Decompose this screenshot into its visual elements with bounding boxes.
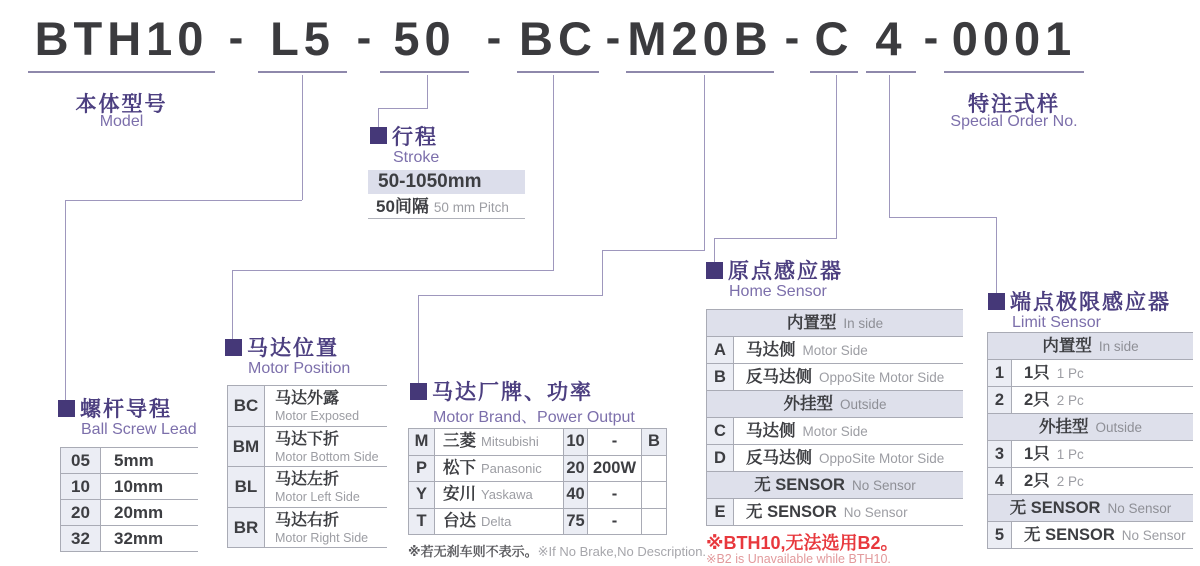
section-bullet-stroke [370, 127, 387, 144]
watt-code: 40 [564, 482, 588, 508]
sensor-desc-zh: 无 SENSOR [1024, 526, 1115, 544]
table-row [60, 526, 198, 552]
group-header-en: No Sensor [1107, 501, 1172, 516]
sensor-desc-en: Motor Side [802, 424, 868, 439]
sensor-code: 2 [988, 387, 1012, 413]
lead-value: 20mm [114, 503, 164, 522]
sensor-desc-en: OppoSite Motor Side [819, 370, 945, 385]
section-bullet-ball-screw-lead [58, 400, 75, 417]
connector-motor-brand [704, 75, 705, 250]
home-sensor-title-zh: 原点感应器 [728, 260, 843, 283]
ball-screw-lead-title-zh: 螺杆导程 [80, 398, 172, 421]
brake-code [642, 509, 667, 535]
group-header-no-sensor [988, 495, 1193, 522]
connector-home-sensor [714, 238, 837, 239]
group-header-zh: 内置型 [786, 314, 837, 332]
brake-code [642, 456, 667, 482]
group-header-en: No Sensor [851, 478, 916, 493]
table-row [60, 448, 198, 474]
sensor-desc-zh: 反马达侧 [746, 368, 812, 386]
brake-code: B [642, 429, 667, 455]
sensor-desc-en: Motor Side [802, 343, 868, 358]
motor-brand-note-zh: ※若无刹车则不表示。 [408, 544, 538, 559]
model-label-zh: 本体型号 [75, 93, 168, 116]
brake-code [642, 482, 667, 508]
section-bullet-home-sensor [706, 262, 723, 279]
section-bullet-limit-sensor [988, 293, 1005, 310]
sensor-desc-zh: 无 SENSOR [746, 503, 837, 521]
sensor-desc-en: 1 Pc [1056, 366, 1084, 381]
segment-model: BTH10 [28, 9, 215, 73]
table-row [409, 509, 667, 536]
watt-value: - [588, 509, 642, 535]
sensor-desc-en: 2 Pc [1056, 393, 1084, 408]
sensor-desc-en: 2 Pc [1056, 474, 1084, 489]
connector-motor-brand [418, 295, 419, 383]
home-sensor-note-red: ※BTH10,无法选用B2。 [706, 533, 899, 553]
table-row [227, 508, 387, 549]
sensor-desc-en: 1 Pc [1056, 447, 1084, 462]
group-header-zh: 内置型 [1042, 337, 1092, 355]
dash-separator: - [486, 13, 502, 62]
sensor-code: 3 [988, 441, 1012, 467]
lead-code: 05 [60, 448, 101, 473]
home-sensor-note-sub: ※B2 is Unavailable while BTH10. [706, 552, 891, 566]
sensor-desc [734, 445, 963, 471]
table-row [409, 429, 667, 456]
table-row [227, 427, 387, 468]
motor-brand-note-en: ※If No Brake,No Description. [537, 544, 707, 559]
table-row [409, 456, 667, 483]
position-code: BC [227, 386, 265, 426]
sensor-desc-en: No Sensor [1121, 528, 1186, 543]
table-row [988, 468, 1193, 495]
watt-code: 75 [564, 509, 588, 535]
sensor-code: D [707, 445, 734, 471]
connector-motor-brand [602, 250, 603, 295]
sensor-desc [734, 499, 963, 525]
sensor-code: 1 [988, 360, 1012, 386]
group-header-zh: 无 SENSOR [1009, 499, 1101, 517]
position-desc-en: Motor Bottom Side [275, 449, 379, 464]
home-sensor-title-en: Home Sensor [729, 283, 827, 300]
group-header-inside [707, 310, 963, 337]
sensor-desc-zh: 反马达侧 [746, 449, 812, 467]
home-sensor-table [706, 309, 963, 526]
brand-name-en: Yaskawa [481, 487, 533, 502]
sensor-desc [1012, 468, 1193, 494]
motor-brand-note [408, 541, 706, 561]
connector-motor-position [553, 75, 554, 270]
watt-code: 10 [564, 429, 588, 455]
position-code: BR [227, 508, 265, 548]
ball-screw-lead-table [60, 447, 198, 552]
connector-lead [302, 75, 303, 200]
position-desc-en: Motor Right Side [275, 530, 369, 545]
sensor-desc-zh: 1只 [1024, 445, 1050, 463]
group-header-inside [988, 333, 1193, 360]
position-desc-zh: 马达右折 [275, 511, 340, 529]
section-bullet-motor-brand [410, 383, 427, 400]
brand-name-zh: 三菱 [443, 432, 476, 450]
table-row [707, 337, 963, 364]
segment-motor-brand: M20B [626, 9, 774, 73]
connector-limit-sensor [889, 75, 890, 217]
dash-separator: - [605, 13, 621, 62]
table-row [707, 418, 963, 445]
brand-name [435, 456, 564, 482]
lead-value: 32mm [114, 529, 164, 548]
dash-separator: - [923, 13, 939, 62]
position-desc [265, 508, 387, 548]
table-row [60, 474, 198, 500]
segment-lead: L5 [258, 9, 347, 73]
group-header-outside [707, 391, 963, 418]
stroke-pitch-row [368, 194, 525, 219]
lead-value: 5mm [114, 451, 154, 470]
sensor-desc [1012, 441, 1193, 467]
group-header-en: Outside [839, 397, 887, 412]
sensor-desc [734, 364, 963, 390]
connector-stroke [378, 108, 379, 127]
connector-limit-sensor [889, 217, 997, 218]
group-header-en: In side [843, 316, 884, 331]
table-row [988, 522, 1193, 549]
motor-position-title-zh: 马达位置 [247, 337, 339, 360]
group-header-no-sensor [707, 472, 963, 499]
limit-sensor-title-en: Limit Sensor [1012, 314, 1101, 331]
sensor-code: 4 [988, 468, 1012, 494]
brand-name-en: Mitsubishi [481, 434, 539, 449]
table-row [707, 499, 963, 526]
motor-brand-title-zh: 马达厂牌、功率 [432, 381, 593, 404]
connector-motor-brand [418, 295, 603, 296]
motor-brand-table [408, 428, 667, 535]
dash-separator: - [784, 13, 800, 62]
position-desc-zh: 马达下折 [275, 430, 340, 448]
table-row [707, 364, 963, 391]
position-desc-en: Motor Exposed [275, 409, 360, 423]
sensor-code: C [707, 418, 734, 444]
position-desc [265, 467, 387, 507]
brand-name-zh: 松下 [443, 458, 476, 477]
connector-home-sensor [836, 75, 837, 238]
connector-limit-sensor [996, 217, 997, 293]
position-desc-en: Motor Left Side [275, 490, 360, 504]
stroke-title-en: Stroke [393, 149, 440, 166]
brand-name-zh: 台达 [443, 511, 476, 530]
brand-name [435, 482, 564, 508]
connector-lead [65, 200, 302, 201]
brand-name [435, 429, 564, 455]
sensor-desc [1012, 522, 1193, 548]
brand-code: M [409, 429, 435, 455]
table-row [227, 386, 387, 427]
position-code: BM [227, 427, 265, 467]
position-desc [265, 427, 387, 467]
segment-home-sensor: C [810, 9, 858, 73]
sensor-code: 5 [988, 522, 1012, 548]
lead-value: 10mm [114, 477, 164, 496]
table-row [409, 482, 667, 509]
segment-limit-sensor: 4 [866, 9, 916, 73]
watt-value: - [588, 482, 642, 508]
segment-stroke: 50 [380, 9, 469, 73]
sensor-desc [734, 418, 963, 444]
connector-home-sensor [714, 238, 715, 262]
group-header-zh: 外挂型 [783, 395, 833, 413]
connector-motor-position [232, 270, 554, 271]
table-row [988, 441, 1193, 468]
group-header-zh: 外挂型 [1038, 418, 1089, 436]
watt-value: - [588, 429, 642, 455]
position-desc-zh: 马达外露 [275, 390, 340, 407]
stroke-title-zh: 行程 [392, 126, 438, 149]
dash-separator: - [356, 13, 372, 62]
brand-code: P [409, 456, 435, 482]
brand-code: Y [409, 482, 435, 508]
stroke-range-value: 50-1050mm [368, 170, 525, 194]
table-row [988, 387, 1193, 414]
segment-special-order: 0001 [944, 9, 1084, 73]
connector-stroke [427, 75, 428, 108]
table-row [60, 500, 198, 526]
connector-stroke [378, 108, 428, 109]
connector-lead [65, 200, 66, 400]
group-header-zh: 无 SENSOR [754, 476, 845, 494]
watt-code: 20 [564, 456, 588, 482]
sensor-code: E [707, 499, 734, 525]
motor-position-title-en: Motor Position [248, 360, 351, 377]
sensor-desc [1012, 387, 1193, 413]
sensor-desc-zh: 马达侧 [746, 422, 796, 440]
position-code: BL [227, 467, 265, 507]
sensor-code: B [707, 364, 734, 390]
motor-brand-title-en: Motor Brand、Power Output [433, 409, 635, 426]
brand-code: T [409, 509, 435, 535]
brand-name-en: Panasonic [481, 460, 542, 476]
sensor-code: A [707, 337, 734, 363]
ball-screw-lead-title-en: Ball Screw Lead [81, 421, 197, 438]
brand-name-en: Delta [481, 513, 512, 529]
sensor-desc-en: No Sensor [843, 505, 908, 520]
segment-motor-position: BC [517, 9, 599, 73]
sensor-desc [1012, 360, 1193, 386]
sensor-desc-zh: 马达侧 [746, 341, 796, 359]
group-header-en: Outside [1095, 420, 1143, 435]
stroke-pitch-en: 50 mm Pitch [433, 200, 509, 215]
sensor-desc-zh: 2只 [1024, 472, 1050, 490]
position-desc [265, 386, 387, 426]
lead-code: 10 [60, 474, 101, 499]
sensor-desc-zh: 2只 [1024, 391, 1050, 409]
lead-code: 20 [60, 500, 101, 525]
sensor-desc-en: OppoSite Motor Side [819, 451, 945, 466]
table-row [227, 467, 387, 508]
brand-name [435, 509, 564, 535]
dash-separator: - [228, 13, 244, 62]
limit-sensor-table [987, 332, 1193, 549]
stroke-pitch-zh: 50间隔 [376, 197, 429, 216]
position-desc-zh: 马达左折 [275, 471, 340, 488]
motor-position-table [227, 385, 387, 548]
limit-sensor-title-zh: 端点极限感应器 [1010, 291, 1171, 314]
model-label-en: Model [99, 113, 144, 130]
brand-name-zh: 安川 [443, 485, 476, 503]
watt-value: 200W [588, 456, 642, 482]
table-row [707, 445, 963, 472]
group-header-en: In side [1098, 339, 1139, 354]
connector-motor-brand [602, 250, 705, 251]
sensor-desc-zh: 1只 [1024, 364, 1050, 382]
special-label-zh: 特注式样 [968, 93, 1060, 116]
sensor-desc [734, 337, 963, 363]
lead-code: 32 [60, 526, 101, 551]
special-label-en: Special Order No. [950, 113, 1078, 130]
section-bullet-motor-position [225, 339, 242, 356]
connector-motor-position [232, 270, 233, 339]
table-row [988, 360, 1193, 387]
group-header-outside [988, 414, 1193, 441]
